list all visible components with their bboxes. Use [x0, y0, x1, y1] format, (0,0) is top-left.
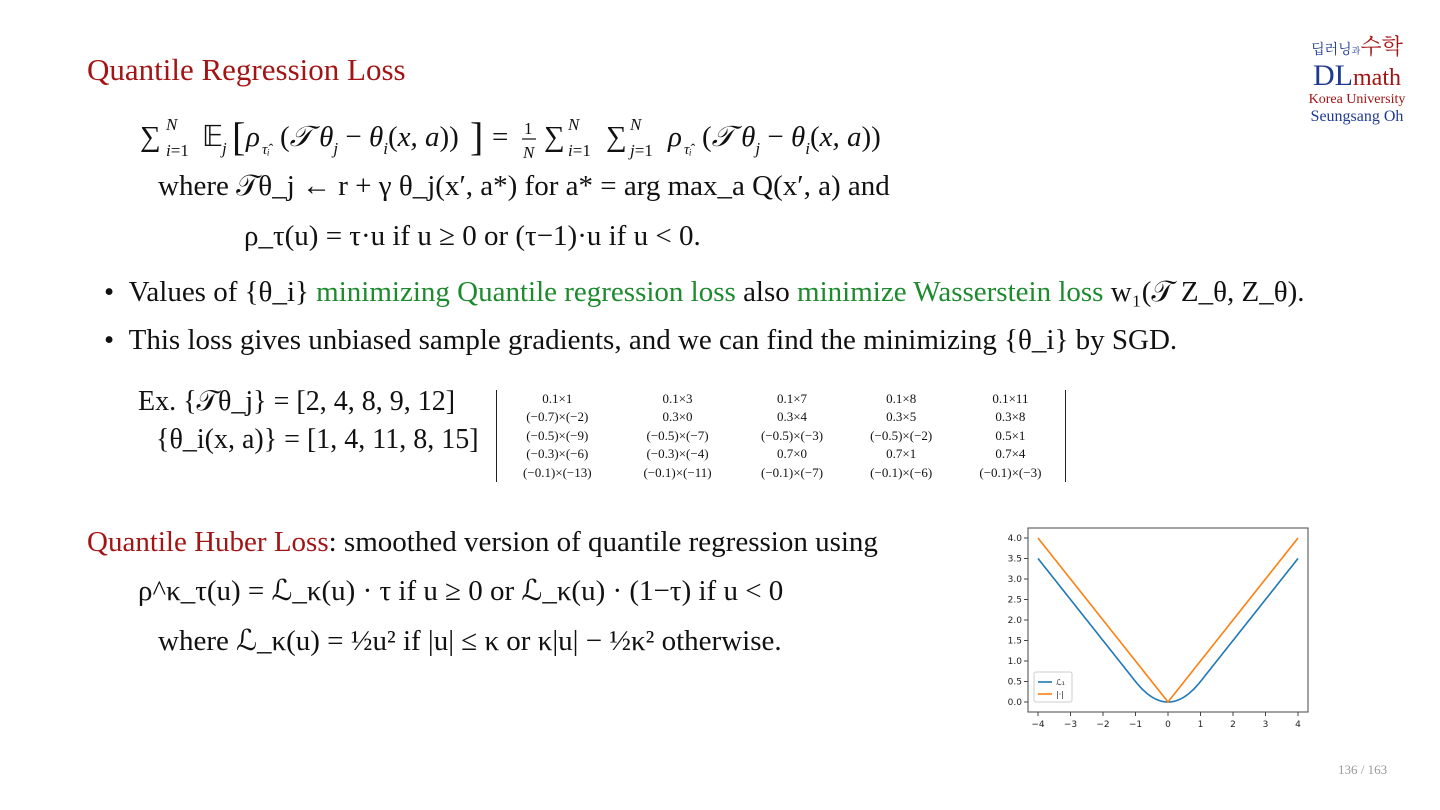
matrix-cell: (−0.1)×(−3)	[979, 464, 1042, 480]
y-tick-label: 1.0	[1007, 657, 1022, 667]
huber-loss-chart	[990, 524, 1315, 739]
svg-text:(𝒯 θj − θi(x, a)): (𝒯 $\theta_j - \theta_i(x$, a))	[280, 121, 459, 158]
svg-text:ρ: ρ	[668, 121, 682, 153]
svg-text:𝔼: 𝔼	[202, 121, 224, 153]
huber-heading	[87, 526, 878, 559]
svg-text:]: ]	[470, 114, 484, 159]
bullet-sgd: • This loss gives unbiased sample gradients, and we can find the minimizing {θ_i} by SGD.	[104, 324, 1178, 356]
slide-title: Quantile Regression Loss	[87, 52, 406, 87]
y-tick-label: 1.5	[1007, 636, 1022, 647]
svg-text:1: 1	[524, 119, 533, 138]
matrix-cell: (−0.3)×(−6)	[526, 446, 589, 462]
bullet-dot: •	[104, 324, 129, 356]
page-number: 136 / 163	[1338, 762, 1388, 777]
legend-label: |·|	[1056, 690, 1064, 699]
matrix-cell: 0.1×11	[992, 391, 1029, 406]
logo-author: Seungsang Oh	[1310, 108, 1404, 125]
svg-text:i=1: i=1	[166, 141, 189, 160]
matrix-cell: 0.7×0	[776, 446, 808, 462]
matrix-row	[497, 445, 1065, 463]
svg-text:N: N	[166, 115, 178, 134]
logo-korean-big: 수학	[1360, 35, 1403, 60]
svg-text:=: =	[492, 121, 509, 153]
matrix-cell: 0.7×1	[886, 446, 917, 462]
y-tick-label: 2.0	[1007, 616, 1022, 626]
matrix-cell: (−0.5)×(−9)	[526, 427, 589, 443]
matrix-row	[497, 464, 1065, 482]
x-tick-label: 0	[1165, 720, 1171, 730]
svg-text:∑: ∑	[140, 121, 161, 153]
x-tick-label: 2	[1230, 720, 1236, 730]
matrix-cell: 0.3×0	[662, 409, 693, 425]
x-tick-label: 1	[1197, 720, 1204, 730]
matrix-cell: 0.7×4	[995, 446, 1026, 462]
x-tick-label: −3	[1063, 720, 1078, 730]
svg-text:N: N	[523, 143, 535, 162]
loss-matrix-table	[497, 390, 1065, 482]
matrix-cell: (−0.1)×(−11)	[643, 464, 712, 480]
svg-text:τ̂ᵢ: τ̂ᵢ	[684, 142, 692, 158]
y-tick-label: 2.5	[1007, 595, 1022, 606]
svg-text:j: j	[222, 139, 227, 158]
matrix-cell: (−0.7)×(−2)	[526, 409, 589, 425]
loss-equation-render	[140, 112, 920, 172]
matrix-cell: (−0.1)×(−6)	[870, 464, 933, 480]
x-tick-label: −1	[1128, 720, 1143, 730]
matrix-cell: 0.3×8	[995, 409, 1026, 425]
svg-text:i=1: i=1	[568, 141, 591, 160]
matrix-cell: (−0.1)×(−13)	[523, 464, 592, 480]
svg-text:τ̂ᵢ: τ̂ᵢ	[262, 142, 270, 158]
logo-math: math	[1353, 65, 1401, 91]
chart-svg	[990, 524, 1315, 734]
svg-text:j=1: j=1	[630, 141, 653, 160]
y-tick-label: 0.0	[1007, 698, 1022, 708]
rho-definition: ρ_τ(u) = τ·u if u ≥ 0 or (τ−1)·u if u < 0.	[244, 220, 701, 252]
y-tick-label: 0.5	[1007, 677, 1022, 688]
svg-text:N: N	[568, 115, 580, 134]
x-tick-label: 3	[1262, 720, 1269, 730]
huber-description: : smoothed version of quantile regression using	[328, 526, 878, 558]
example-targets: Ex. {𝒯θ_j} = [2, 4, 8, 9, 12]	[138, 386, 456, 417]
matrix-row	[497, 427, 1065, 445]
matrix-cell: 0.1×7	[776, 391, 808, 406]
matrix-cell: (−0.5)×(−2)	[870, 427, 933, 443]
matrix-cell: (−0.1)×(−7)	[760, 464, 824, 480]
matrix-cell: 0.5×1	[995, 427, 1026, 443]
y-tick-label: 3.5	[1007, 554, 1022, 565]
x-tick-label: −2	[1096, 720, 1110, 730]
loss-matrix	[496, 390, 1066, 482]
svg-text:(𝒯 θj − θi(x, a)): (𝒯 $\theta_j - \theta_i(x$, a))	[702, 121, 881, 158]
logo-korean-top: 딥러닝	[1311, 42, 1352, 58]
example-thetas: {θ_i(x, a)} = [1, 4, 11, 8, 15]	[156, 424, 479, 455]
green-text-wasserstein: minimize Wasserstein loss	[797, 276, 1104, 308]
matrix-cell: 0.1×3	[662, 391, 693, 406]
series-line-huber	[1038, 559, 1298, 703]
svg-text:N: N	[630, 115, 642, 134]
svg-text:ρ: ρ	[246, 121, 260, 153]
bullet-dot: •	[104, 276, 129, 308]
green-text-quantile: minimizing Quantile regression loss	[316, 276, 736, 308]
legend-label: ℒ₁	[1056, 678, 1065, 687]
matrix-cell: 0.1×8	[886, 391, 917, 406]
x-tick-label: 4	[1295, 720, 1301, 730]
huber-title: Quantile Huber Loss	[87, 526, 329, 558]
svg-text:∑: ∑	[606, 121, 627, 153]
huber-rho-equation: ρ^κ_τ(u) = ℒ_κ(u) · τ if u ≥ 0 or ℒ_κ(u) · (1−τ) if u < 0	[138, 575, 784, 607]
bullet-wasserstein: • Values of {θ_i} minimizing Quantile regression loss also minimize Wasserstein loss w₁(𝒯 Z_θ, Z_θ).	[104, 276, 1305, 308]
y-tick-label: 3.0	[1007, 575, 1022, 585]
svg-text:∑: ∑	[544, 121, 565, 153]
svg-text:[: [	[232, 114, 246, 159]
matrix-row	[497, 390, 1065, 408]
legend-box	[1034, 672, 1072, 702]
huber-l-definition: where ℒ_κ(u) = ½u² if |u| ≤ κ or κ|u| − ½κ² otherwise.	[158, 625, 782, 657]
matrix-cell: (−0.3)×(−4)	[646, 446, 709, 462]
matrix-cell: 0.3×4	[776, 409, 808, 425]
target-equation: where 𝒯θ_j ← r + γ θ_j(x′, a*) for a* = arg max_a Q(x′, a) and	[158, 170, 890, 202]
x-tick-label: −4	[1031, 720, 1045, 730]
matrix-cell: 0.1×1	[542, 391, 573, 406]
dlmath-logo	[1302, 30, 1412, 126]
matrix-cell: (−0.5)×(−7)	[646, 427, 709, 443]
logo-university: Korea University	[1308, 92, 1406, 107]
matrix-cell: (−0.5)×(−3)	[760, 427, 824, 443]
logo-dl: DL	[1313, 59, 1353, 92]
logo-korean-small: 과	[1351, 47, 1361, 57]
matrix-cell: 0.3×5	[886, 409, 917, 425]
matrix-row	[497, 408, 1065, 426]
series-line-abs	[1038, 538, 1298, 702]
y-tick-label: 4.0	[1007, 534, 1022, 544]
